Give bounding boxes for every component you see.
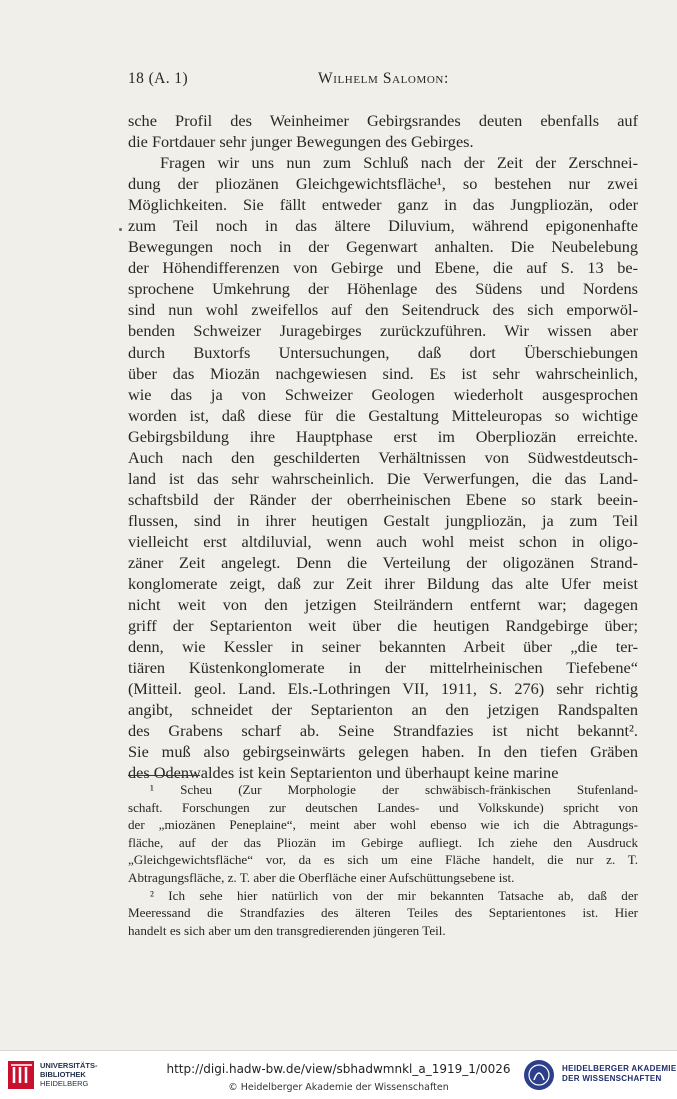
text-line: dung der pliozänen Gleichgewichtsfläche¹, so bestehen nur zwei	[128, 174, 638, 194]
text-line: Sie muß also gebirgseinwärts gelegen haben. In den tiefen Gräben	[128, 742, 638, 762]
text-line: (Mitteil. geol. Land. Els.-Lothringen VII, 1911, S. 276) sehr richtig	[128, 679, 638, 699]
main-text	[128, 110, 638, 784]
running-header	[128, 70, 638, 90]
text-line: zum Teil noch in das ältere Diluvium, während epigonenhafte	[128, 216, 638, 236]
page-number: 18	[128, 70, 145, 87]
text-line: vielleicht erst altdiluvial, wenn auch wohl meist schon in oligo-	[128, 531, 638, 551]
library-name-line2: BIBLIOTHEK	[40, 1070, 86, 1079]
author-running-head: Wilhelm Salomon:	[318, 70, 449, 87]
text-line: konglomerate zeigt, daß zur Zeit ihrer Bildung das alte Ufer meist	[128, 574, 638, 594]
text-line: flussen, sind in ihrer heutigen Gestalt jungpliozän, ja zum Teil	[128, 510, 638, 530]
section-ref: (A. 1)	[148, 70, 189, 87]
footnote-line: handelt es sich aber um den transgredierenden jüngeren Teil.	[128, 922, 446, 938]
permalink-url[interactable]: http://digi.hadw-bw.de/view/sbhadwmnkl_a_1919_1/0026	[166, 1062, 511, 1076]
academy-name-line2: DER WISSENSCHAFTEN	[562, 1074, 662, 1083]
text-line: Auch nach den geschilderten Verhältnissen von Südwestdeutsch-	[128, 447, 638, 467]
academy-seal-icon[interactable]	[522, 1058, 556, 1092]
library-name-line1: UNIVERSITÄTS-	[40, 1061, 98, 1070]
text-line: des Grabens scharf ab. Seine Strandfazies ist nicht bekannt².	[128, 721, 638, 741]
footnotes	[128, 781, 638, 939]
text-line: sche Profil des Weinheimer Gebirgsrandes deuten ebenfalls auf	[128, 111, 638, 130]
text-line: die Fortdauer sehr junger Bewegungen des Gebirges.	[128, 132, 474, 152]
viewer-footer	[0, 1050, 677, 1099]
text-line: benden Schweizer Juragebirges zurückzuführen. Wir wissen aber	[128, 321, 638, 341]
footnote-line: schaft. Forschungen zur deutschen Landes- und Volkskunde) spricht von	[128, 799, 638, 815]
footnote-line: ² Ich sehe hier natürlich von der mir bekannten Tatsache ab, daß der	[150, 887, 638, 903]
text-line: über das Miozän nachgewiesen sind. Es ist sehr wahrscheinlich,	[128, 363, 638, 383]
text-line: Fragen wir uns nun zum Schluß nach der Zeit der Zerschnei-	[160, 153, 638, 173]
footnote-line: der „miozänen Peneplaine“, meint aber wohl ebenso wie ich die Abtragungs-	[128, 817, 638, 833]
text-line: griff der Septarienton weit über die heutigen Randgebirge über;	[128, 616, 638, 636]
text-line: der Höhendifferenzen von Gebirge und Ebene, die auf S. 13 be-	[128, 258, 638, 278]
text-line: des Odenwaldes ist kein Septarienton und überhaupt keine marine	[128, 763, 559, 783]
text-line: worden ist, daß diese für die Gestaltung Mitteleuropas so wichtige	[128, 405, 638, 425]
margin-mark	[119, 228, 122, 231]
text-line: zäner Zeit angelegt. Denn die Verteilung der oligozänen Strand-	[128, 552, 638, 572]
text-line: durch Buxtorfs Untersuchungen, daß dort Überschiebungen	[128, 342, 638, 362]
text-line: sind nun wohl zweifellos auf den Seitendruck des sich emporwöl-	[128, 300, 638, 320]
copyright-notice: © Heidelberger Akademie der Wissenschaften	[228, 1082, 449, 1093]
text-line: denn, wie Kessler in seiner bekannten Arbeit über „die ter-	[128, 637, 638, 657]
text-line: tiären Küstenkonglomerate in der mittelrheinischen Tiefebene“	[128, 658, 638, 678]
academy-name[interactable]	[562, 1064, 676, 1084]
library-name-line3: HEIDELBERG	[40, 1079, 89, 1088]
footnote-line: „Gleichgewichtsfläche“ vor, da es sich um eine Fläche handelt, die nur z. T.	[128, 852, 638, 868]
text-line: Bewegungen noch in der Gegenwart anhalten. Die Neubelebung	[128, 237, 638, 257]
footnote-line: Meeressand die Strandfazies des älteren Teiles des Septarientones ist. Hier	[128, 905, 638, 921]
academy-name-line1: HEIDELBERGER AKADEMIE	[562, 1064, 677, 1073]
text-line: land ist das sehr wahrscheinlich. Die Verwerfungen, die das Land-	[128, 468, 638, 488]
text-line: nicht weit von den jetzigen Steilrändern entfernt war; dagegen	[128, 595, 638, 615]
text-line: schaftsbild der Ränder der oberrheinischen Ebene so stark beein-	[128, 489, 638, 509]
footnote-line: ¹ Scheu (Zur Morphologie der schwäbisch-fränkischen Stufenland-	[150, 782, 638, 797]
footnote-rule	[128, 775, 200, 776]
text-line: Möglichkeiten. Sie fällt entweder ganz in das Jungpliozän, oder	[128, 195, 638, 215]
page-number-and-section	[128, 70, 188, 88]
footnote-line: Abtragungsfläche, z. T. aber die Oberfläche einer Aufschüttungsebene ist.	[128, 869, 515, 885]
text-line: Gebirgsbildung ihre Hauptphase erst im Oberpliozän erreichte.	[128, 426, 638, 446]
text-line: angibt, schneidet der Septarienton an den jetzigen Randspalten	[128, 700, 638, 720]
footnote-line: fläche, auf der das Pliozän im Gebirge aufliegt. Ich ziehe den Ausdruck	[128, 834, 638, 850]
text-line: wie das ja von Schweizer Geologen wiederholt ausgesprochen	[128, 384, 638, 404]
text-line: sprochene Umkehrung der Höhenlage des Südens und Nordens	[128, 279, 638, 299]
